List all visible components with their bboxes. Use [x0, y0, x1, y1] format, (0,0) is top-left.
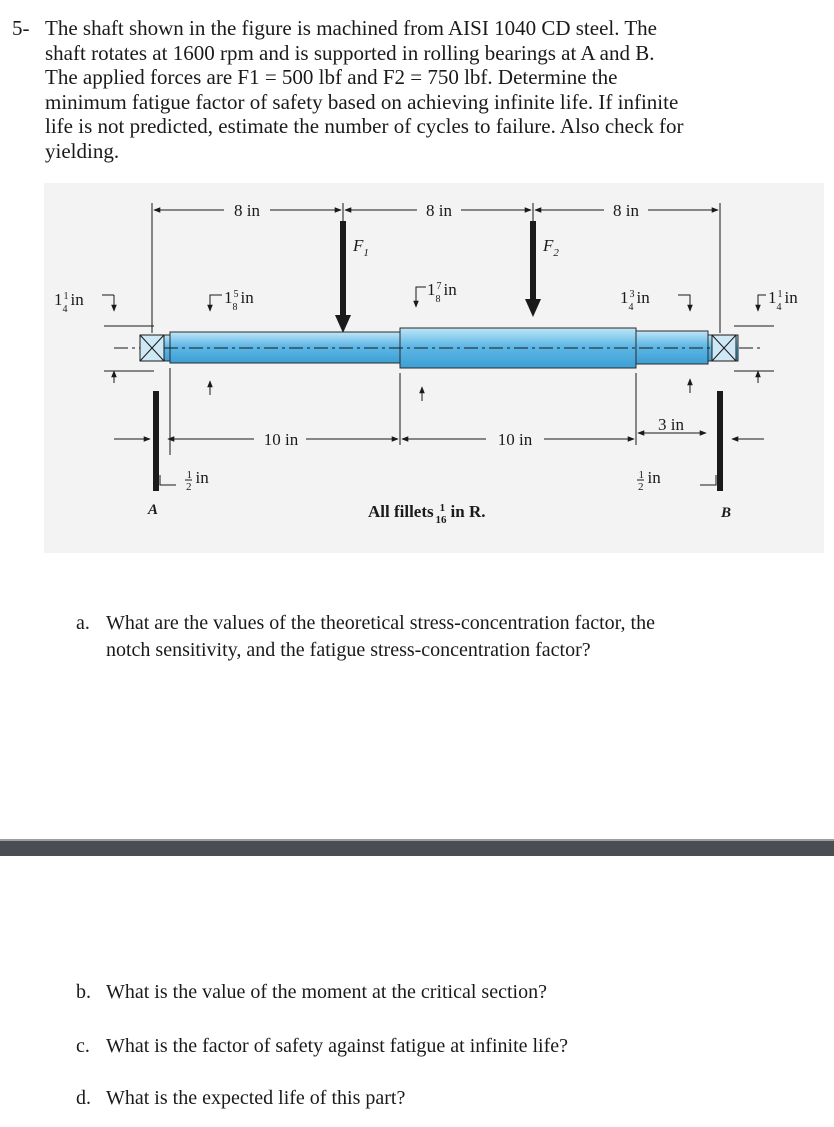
dia-left-end: $1^1$ 4in [54, 290, 84, 315]
dia-right-mid: $1^3$ 4in [620, 288, 650, 313]
force-f2-label: $F_2$ [543, 236, 559, 259]
force-f2-arrowhead [525, 299, 541, 317]
dim-top-1: 8 in [234, 201, 260, 220]
problem-line-1: The shaft shown in the figure is machined from AISI 1040 CD steel. The [45, 16, 657, 40]
question-a [76, 610, 655, 664]
question-c-label: c. [76, 1035, 90, 1057]
question-c-text: What is the factor of safety against fatigue at infinite life? [106, 1035, 569, 1057]
question-d-label: d. [76, 1087, 91, 1109]
half-in-left: $^1$ 2 in [186, 468, 209, 493]
problem-line-3: The applied forces are F1 = 500 lbf and F2 = 750 lbf. Determine the [45, 65, 618, 89]
dia-center: $1^7$ 8in [427, 280, 457, 305]
force-f1-arrowhead [335, 315, 351, 333]
shaft-figure [44, 183, 824, 553]
dim-top-2: 8 in [426, 201, 452, 220]
problem-line-4: minimum fatigue factor of safety based on achieving infinite life. If infinite [45, 89, 679, 114]
dim-bottom-3: 3 in [658, 415, 684, 434]
half-in-right: $^1$ 2 in [638, 468, 661, 493]
bearing-a [140, 335, 164, 361]
dim-bottom-2: 10 in [497, 430, 533, 449]
label-b: B [721, 505, 732, 521]
question-b-label: b. [76, 981, 91, 1003]
fillets-note: All fillets $^1$ 16 in R. [368, 502, 486, 526]
bearing-b [712, 335, 736, 361]
label-a: A [148, 502, 159, 518]
question-d-text: What is the expected life of this part? [106, 1087, 406, 1109]
question-c [76, 1033, 568, 1060]
question-d [76, 1085, 405, 1112]
support-a [153, 391, 159, 491]
force-f1-label: $F_1$ [353, 236, 369, 259]
problem-line-6: yielding. [45, 138, 120, 163]
problem-line-5: life is not predicted, estimate the number of cycles to failure. Also check for [45, 114, 684, 138]
question-a-line-2: notch sensitivity, and the fatigue stress-concentration factor? [106, 639, 591, 661]
dim-top-3: 8 in [613, 201, 639, 220]
problem-number: 5- [12, 16, 30, 40]
dim-bottom-1: 10 in [263, 430, 299, 449]
support-b [717, 391, 723, 491]
dia-right-end: $1^1$ 4in [768, 288, 798, 313]
question-b [76, 979, 547, 1006]
section-divider [0, 839, 834, 856]
question-b-text: What is the value of the moment at the critical section? [106, 981, 547, 1003]
shaft-diagram [44, 183, 824, 553]
question-a-line-1: What are the values of the theoretical stress-concentration factor, the [106, 612, 655, 634]
question-a-label: a. [76, 612, 90, 634]
problem-line-2: shaft rotates at 1600 rpm and is supported in rolling bearings at A and B. [45, 40, 655, 65]
dia-left-mid: $1^5$ 8in [224, 288, 254, 313]
